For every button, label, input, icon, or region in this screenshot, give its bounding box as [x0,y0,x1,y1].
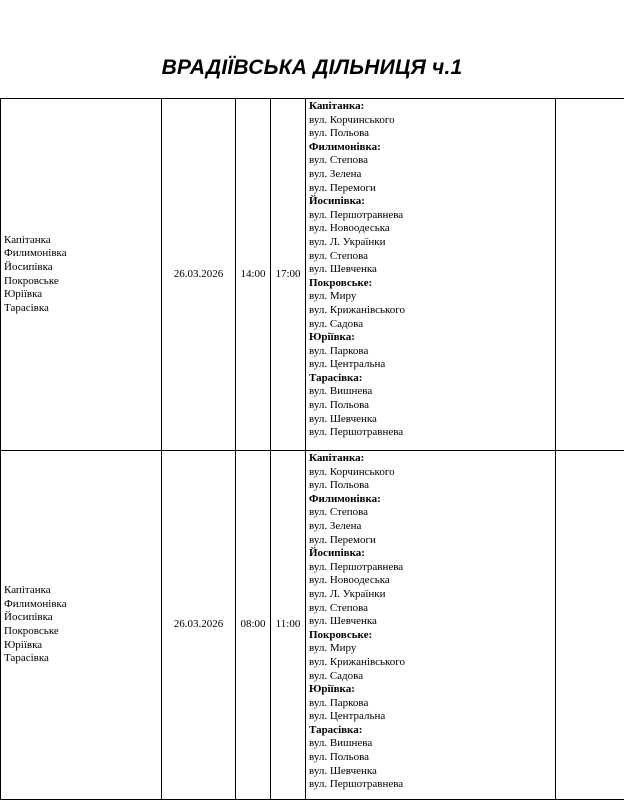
street-name: вул. Перемоги [309,533,376,546]
village-name: Покровське [4,274,59,287]
street-name: вул. Степова [309,154,369,167]
table-row [1,99,624,451]
village-name: Капітанка [4,584,51,597]
street-name: вул. Перемоги [309,181,376,194]
street-name: вул. Корчинського [309,465,395,478]
schedule-table [0,98,624,800]
date-cell: 26.03.2026 [162,99,236,451]
street-name: вул. Польова [309,399,370,412]
village-heading: Тарасівка: [309,371,363,384]
street-name: вул. Крижанівського [309,303,406,316]
street-name: вул. Корчинського [309,113,395,126]
village-name: Йосипівка [4,611,53,624]
streets-cell [306,451,556,800]
villages-cell [1,99,162,451]
village-name: Капітанка [4,233,51,246]
street-name: вул. Першотравнева [309,426,404,439]
date-cell: 26.03.2026 [162,451,236,800]
street-name: вул. Вишнева [309,737,373,750]
street-name: вул. Садова [309,669,364,682]
street-name: вул. Шевченка [309,615,377,628]
village-heading: Йосипівка: [309,195,365,208]
village-name: Юріївка [4,288,43,301]
end-time-cell: 17:00 [271,99,306,451]
street-name: вул. Паркова [309,344,369,357]
villages-cell [1,451,162,800]
village-heading: Филимонівка: [309,140,381,153]
street-name: вул. Першотравнева [309,208,404,221]
village-heading: Тарасівка: [309,723,363,736]
street-name: вул. Першотравнева [309,560,404,573]
street-name: вул. Польова [309,479,370,492]
street-name: вул. Першотравнева [309,778,404,791]
street-name: вул. Шевченка [309,764,377,777]
street-name: вул. Степова [309,506,369,519]
start-time-cell: 14:00 [236,99,271,451]
street-name: вул. Центральна [309,358,386,371]
street-name: вул. Миру [309,642,357,655]
street-name: вул. Зелена [309,519,362,532]
village-heading: Покровське: [309,628,373,641]
street-name: вул. Л. Українки [309,235,386,248]
village-name: Юріївка [4,638,43,651]
street-name: вул. Степова [309,249,369,262]
village-name: Филимонівка [4,247,67,260]
street-name: вул. Шевченка [309,412,377,425]
street-name: вул. Вишнева [309,385,373,398]
street-name: вул. Крижанівського [309,655,406,668]
street-name: вул. Садова [309,317,364,330]
street-name: вул. Миру [309,290,357,303]
village-name: Йосипівка [4,260,53,273]
village-name: Тарасівка [4,301,49,314]
village-heading: Капітанка: [309,452,365,464]
village-name: Филимонівка [4,597,67,610]
village-heading: Капітанка: [309,100,365,112]
end-time-cell: 11:00 [271,451,306,800]
street-name: вул. Зелена [309,167,362,180]
village-heading: Йосипівка: [309,547,365,560]
street-name: вул. Польова [309,751,370,764]
street-name: вул. Степова [309,601,369,614]
village-heading: Юріївка: [309,683,355,696]
empty-cell [556,99,624,451]
schedule-body [1,99,624,800]
street-name: вул. Новоодеська [309,222,390,235]
start-time-cell: 08:00 [236,451,271,800]
village-heading: Юріївка: [309,331,355,344]
street-name: вул. Новоодеська [309,574,390,587]
table-row [1,451,624,800]
page-title: ВРАДІЇВСЬКА ДІЛЬНИЦЯ ч.1 [161,56,463,79]
village-name: Тарасівка [4,652,49,665]
empty-cell [556,451,624,800]
village-heading: Филимонівка: [309,492,381,505]
village-heading: Покровське: [309,276,373,289]
village-name: Покровське [4,625,59,637]
street-name: вул. Шевченка [309,263,377,276]
street-name: вул. Польова [309,127,370,140]
streets-cell [306,99,556,451]
street-name: вул. Л. Українки [309,587,386,600]
street-name: вул. Паркова [309,696,369,709]
street-name: вул. Центральна [309,710,386,723]
